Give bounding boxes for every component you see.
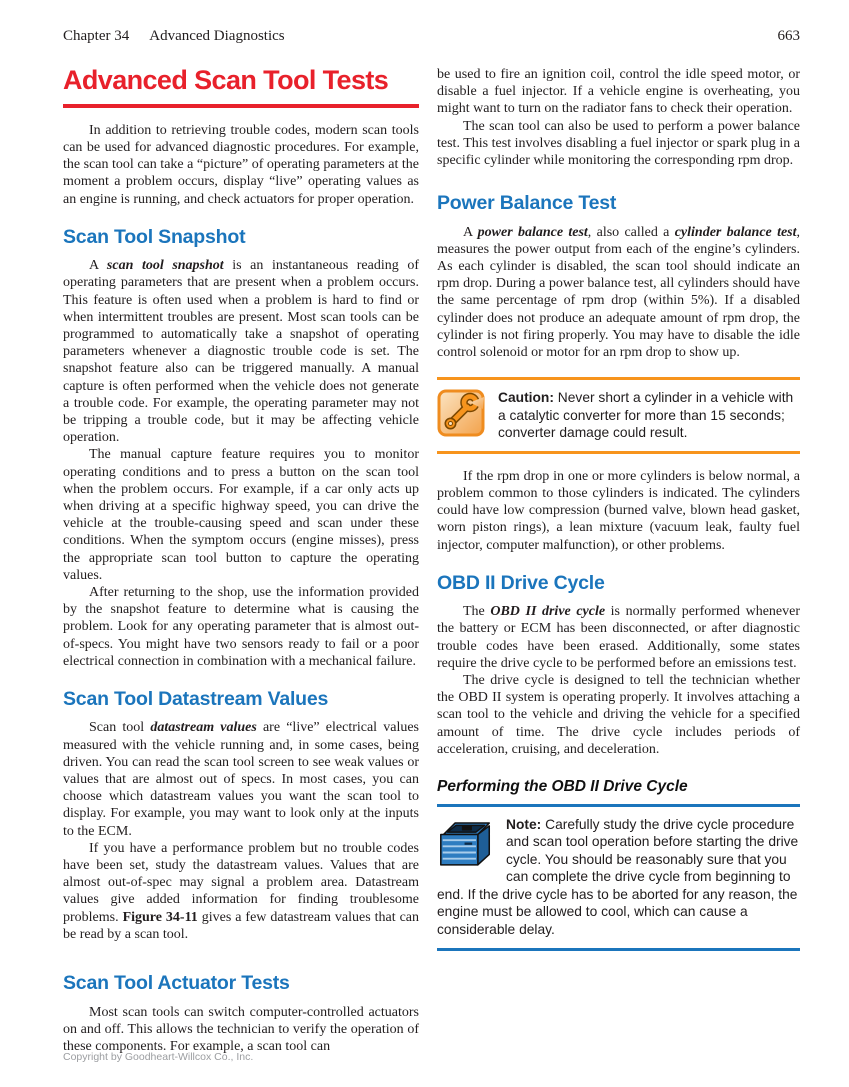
caution-label: Caution: [498, 390, 554, 406]
right-column [437, 66, 800, 1055]
intro-paragraph: In addition to retrieving trouble codes, modern scan tools can be used for advanced diagnostic procedures. For example, the scan tool can take a “picture” of operating parameters at the moment a problem occurs, display “live” operating values as an engine is running, and check actuators for proper operation. [63, 122, 419, 207]
paragraph: Most scan tools can switch computer-controlled actuators on and off. This allows the technician to verify the operation of these components. For example, a scan tool can [63, 1004, 419, 1054]
note-text: Note: Carefully study the drive cycle procedure and scan tool operation before starting the drive cycle. You should be reasonably sure that you can complete the drive cycle from beginning to end. If the drive cycle has to be aborted for any reason, the engine must be allowed to cool, which can cause a considerable delay. [437, 816, 799, 937]
section-heading-snapshot: Scan Tool Snapshot [63, 225, 246, 248]
caution-box [437, 377, 800, 454]
paragraph: The OBD II drive cycle is normally performed whenever the battery or ECM has been disconnected, or after diagnostic trouble codes have been erased. Additionally, some states require the drive cycle to be performed before an emissions test. [437, 604, 801, 671]
note-label: Note: [506, 816, 542, 832]
paragraph: A scan tool snapshot is an instantaneous reading of operating parameters that are present when a problem occurs. This feature is often used when a problem is hard to find or when intermittent troubles are present. Most scan tools can be programmed to automatically take a snapshot of operating parameters whenever a diagnostic trouble code is set. The snapshot feature also can be triggered manually. A manual capture is often performed when the vehicle does not generate a trouble code. For example, the operating parameter may not be tripping a trouble code, but it may be affecting vehicle operation. [63, 258, 419, 446]
page-header [63, 28, 800, 45]
paragraph: The drive cycle is designed to tell the technician whether the OBD II system is operating properly. It involves attaching a scan tool to the vehicle and driving the vehicle for a specified amount of time. The drive cycle includes periods of acceleration, cruising, and deceleration. [437, 673, 800, 757]
paragraph: If the rpm drop in one or more cylinders is below normal, a problem common to those cylinders is indicated. The cylinders could have low compression (burned valve, blown head gasket, worn piston rings), a lean mixture (vacuum leak, faulty fuel injector, computer malfunction), or other problems. [437, 468, 800, 553]
paragraph-continuation: be used to fire an ignition coil, control the idle speed motor, or disable a fuel injector. If a vehicle engine is overheating, you might want to turn on the radiator fans to check their operation. [437, 67, 800, 117]
section-heading-power-balance: Power Balance Test [437, 192, 617, 215]
caution-text: Caution: Never short a cylinder in a vehicle with a catalytic converter for more than 15 seconds; converter damage could result. [498, 390, 794, 441]
title-rule [63, 104, 419, 108]
article-title: Advanced Scan Tool Tests [63, 65, 389, 95]
paragraph: Scan tool datastream values are “live” electrical values measured with the vehicle running and, in some cases, being driven. You can read the scan tool screen to see weak values or values that are almost out of specs. In most cases, you can choose which datastream values you want the scan tool to display. For example, you may want to look only at the inputs to the ECM. [63, 720, 419, 839]
chapter-number: Chapter 34 [63, 28, 130, 44]
left-column [63, 66, 419, 1055]
running-head [63, 28, 285, 45]
paragraph: If you have a performance problem but no trouble codes have been set, study the datastream values. Values that are almost out-of-spec may signal a problem area. Datastream values give added information for finding troublesome problems. Figure 34-11 gives a few datastream values that can be read by a scan tool. [63, 840, 420, 942]
note-box [437, 804, 800, 952]
paragraph: After returning to the shop, use the information provided by the snapshot feature to determine what is causing the problem. Look for any operating parameter that is almost out-of-specs. You might have two sensors ready to fail or a poor electrical connection in combination with a mechanical failure. [63, 585, 419, 669]
section-heading-actuator: Scan Tool Actuator Tests [63, 972, 290, 995]
copyright-footer: Copyright by Goodheart-Willcox Co., Inc. [63, 1051, 254, 1063]
chapter-title: Advanced Diagnostics [149, 28, 285, 44]
paragraph: The manual capture feature requires you to monitor operating conditions and to press a button on the scan tool when the problem occurs. For example, if a car only acts up when driving at a specific highway speed, you can drive the vehicle at the trouble-causing speed and scan under these conditions. When the symptom occurs (engine misses), press the appropriate scan tool button to capture the operating values. [63, 447, 419, 583]
wrench-icon [437, 389, 485, 437]
two-column-body [63, 66, 800, 1055]
subsection-heading-performing: Performing the OBD II Drive Cycle [437, 778, 688, 796]
toolbox-icon [437, 818, 494, 868]
section-heading-datastream: Scan Tool Datastream Values [63, 688, 329, 711]
paragraph: The scan tool can also be used to perform a power balance test. This test involves disabling a fuel injector or spark plug in a specific cylinder while monitoring the corresponding rpm drop. [437, 118, 800, 169]
page-number: 663 [777, 28, 800, 44]
paragraph: A power balance test, also called a cylinder balance test, measures the power output from each of the engine’s cylinders. As each cylinder is disabled, the scan tool should indicate an rpm drop. During a power balance test, all cylinders should have the same percentage of rpm drop (within 5%). If a disabled cylinder does not produce an adequate amount of rpm drop, the cylinder is not firing properly. You may have to disable the idle control solenoid or motor for an rpm drop to show up. [437, 224, 801, 361]
section-heading-obd: OBD II Drive Cycle [437, 571, 605, 594]
